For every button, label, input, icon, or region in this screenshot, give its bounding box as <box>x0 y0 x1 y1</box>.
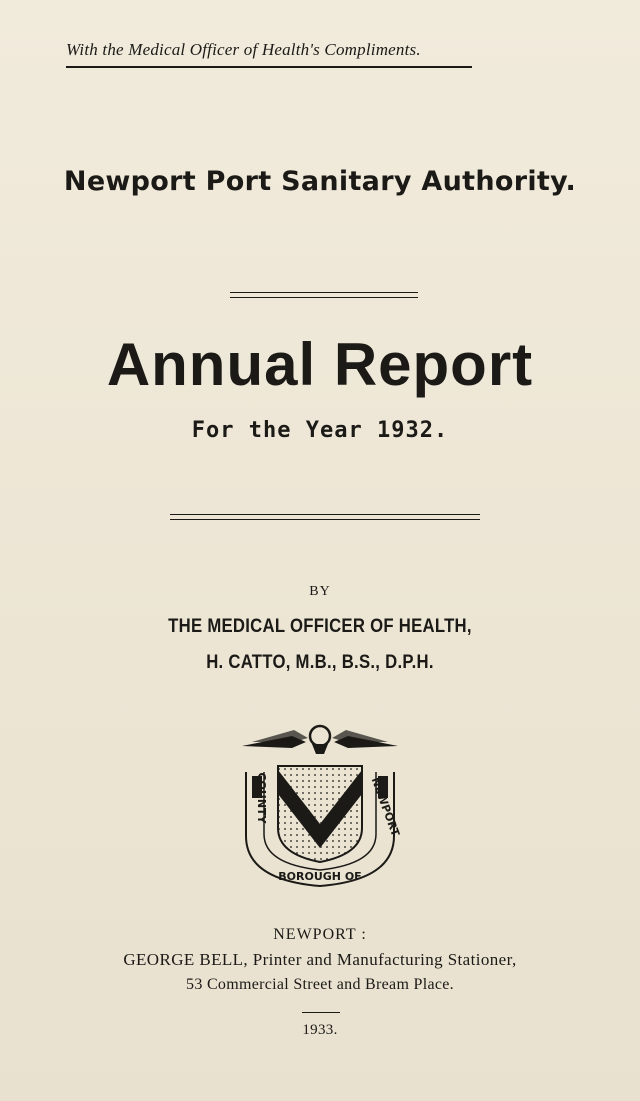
seal-bottom-label: BOROUGH OF <box>278 870 362 883</box>
seal-left-label: COUNTY <box>255 772 268 824</box>
crest-wings <box>242 726 398 754</box>
report-title: Annual Report <box>106 331 534 398</box>
compliments-line: With the Medical Officer of Health's Compliments. <box>66 40 421 59</box>
imprint-address: 53 Commercial Street and Bream Place. <box>186 976 454 993</box>
imprint-year: 1933. <box>302 1022 338 1038</box>
double-rule-top <box>230 292 418 298</box>
report-year-subtitle: For the Year 1932. <box>191 418 449 443</box>
seal-right-label: NEWPORT <box>368 775 402 839</box>
author-role: THE MEDICAL OFFICER OF HEALTH, <box>168 616 472 637</box>
compliments-underline <box>66 66 472 68</box>
double-rule-bottom <box>170 514 480 520</box>
borough-seal-icon <box>222 712 418 892</box>
author-name: H. CATTO, M.B., B.S., D.P.H. <box>206 652 434 673</box>
by-label: BY <box>309 584 331 599</box>
imprint-place: NEWPORT : <box>273 926 367 943</box>
authority-title: Newport Port Sanitary Authority. <box>63 166 577 197</box>
imprint-printer: GEORGE BELL, Printer and Manufacturing Stationer, <box>123 950 517 969</box>
imprint-rule <box>302 1012 340 1013</box>
